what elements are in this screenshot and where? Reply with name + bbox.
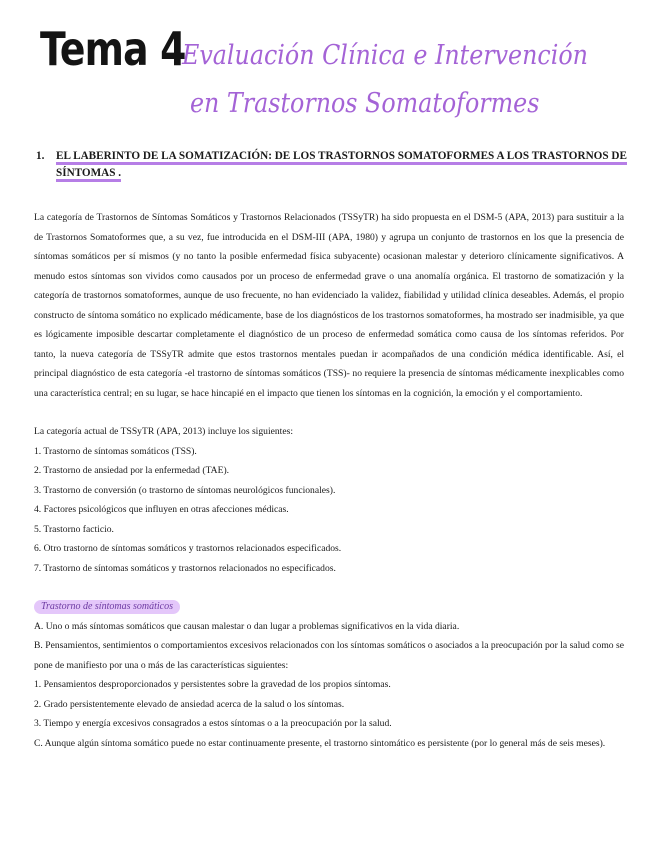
category-list xyxy=(34,442,624,579)
list-item: 4. Factores psicológicos que influyen en otras afecciones médicas. xyxy=(34,504,289,515)
criterion-b: B. Pensamientos, sentimientos o comportamientos excesivos relacionados con los síntomas somáticos o asociados a la preocupación por la salud como se pone de manifiesto por una o más de las características siguientes: xyxy=(34,640,624,671)
section-title: EL LABERINTO DE LA SOMATIZACIÓN: DE LOS TRASTORNOS SOMATOFORMES A LOS TRASTORNOS DE SÍNTOMAS . xyxy=(56,150,627,182)
list-item: 1. Trastorno de síntomas somáticos (TSS). xyxy=(34,445,197,457)
document-body xyxy=(34,208,624,753)
list-item: 7. Trastorno de síntomas somáticos y trastornos relacionados no especificados. xyxy=(34,562,336,574)
section-number: 1. xyxy=(36,150,45,162)
list-item: 2. Grado persistentemente elevado de ansiedad acerca de la salud o los síntomas. xyxy=(34,698,345,710)
list-item: 1. Pensamientos desproporcionados y persistentes sobre la gravedad de los propios síntomas. xyxy=(34,679,391,690)
criterion-c: C. Aunque algún síntoma somático puede no estar continuamente presente, el trastorno sintomático es persistente (por lo general más de seis meses). xyxy=(34,737,606,749)
section-heading xyxy=(36,148,636,182)
list-item: 2. Trastorno de ansiedad por la enfermedad (TAE). xyxy=(34,465,230,476)
subheading-highlight: Trastorno de síntomas somáticos xyxy=(34,600,180,614)
list-item: 3. Trastorno de conversión (o trastorno de síntomas neurológicos funcionales). xyxy=(34,484,336,496)
list-item: 3. Tiempo y energía excesivos consagrados a estos síntomas o a la preocupación por la salud. xyxy=(34,718,392,729)
category-intro: La categoría actual de TSSyTR (APA, 2013) incluye los siguientes: xyxy=(34,426,293,437)
criterion-b-list xyxy=(34,675,624,734)
topic-title-line-1: Evaluación Clínica e Intervención xyxy=(182,40,588,71)
topic-number: Tema 4 xyxy=(40,22,186,76)
page-header xyxy=(0,0,656,140)
criterion-a: A. Uno o más síntomas somáticos que causan malestar o dan lugar a problemas significativos en la vida diaria. xyxy=(34,620,460,632)
topic-title-line-2: en Trastornos Somatoformes xyxy=(190,88,540,119)
list-item: 6. Otro trastorno de síntomas somáticos y trastornos relacionados especificados. xyxy=(34,543,342,554)
list-item: 5. Trastorno facticio. xyxy=(34,523,114,535)
intro-paragraph: La categoría de Trastornos de Síntomas Somáticos y Trastornos Relacionados (TSSyTR) ha sido propuesta en el DSM-5 (APA, 2013) para sustituir a la de Trastornos Somatoformes que, a su vez, fue introducida en el DSM-III (APA, 1980) y agrupa un conjunto de trastornos en los que la presencia de síntomas somáticos per sí mismos (y no tanto la posible enfermedad física subyacente) ocasionan malestar y deterioro clínicamente significativos. A menudo estos síntomas son vividos como causados por un proceso de enfermedad grave o una anomalía orgánica. El trastorno de somatización y la categoría de trastornos somatoformes, aunque de uso frecuente, no han evidenciado la validez, fiabilidad y utilidad clínica deseables. Además, el propio constructo de síntoma somático no explicado médicamente, base de los diagnósticos de los trastornos somatoformes, ha mostrado ser inadmisible, ya que es lógicamente imposible descartar completamente el diagnóstico de un proceso de enfermedad somática como causa de los síntomas referidos. Por tanto, la nueva categoría de TSSyTR admite que estos trastornos mentales puedan ir acompañados de una condición médica identificable. Así, el principal diagnóstico de esta categoría -el trastorno de síntomas somáticos (TSS)- no requiere la presencia de síntomas médicamente inexplicables como una característica central; en su lugar, se hace hincapié en el impacto que tienen los síntomas en la cognición, la emoción y el comportamiento. xyxy=(34,212,624,399)
